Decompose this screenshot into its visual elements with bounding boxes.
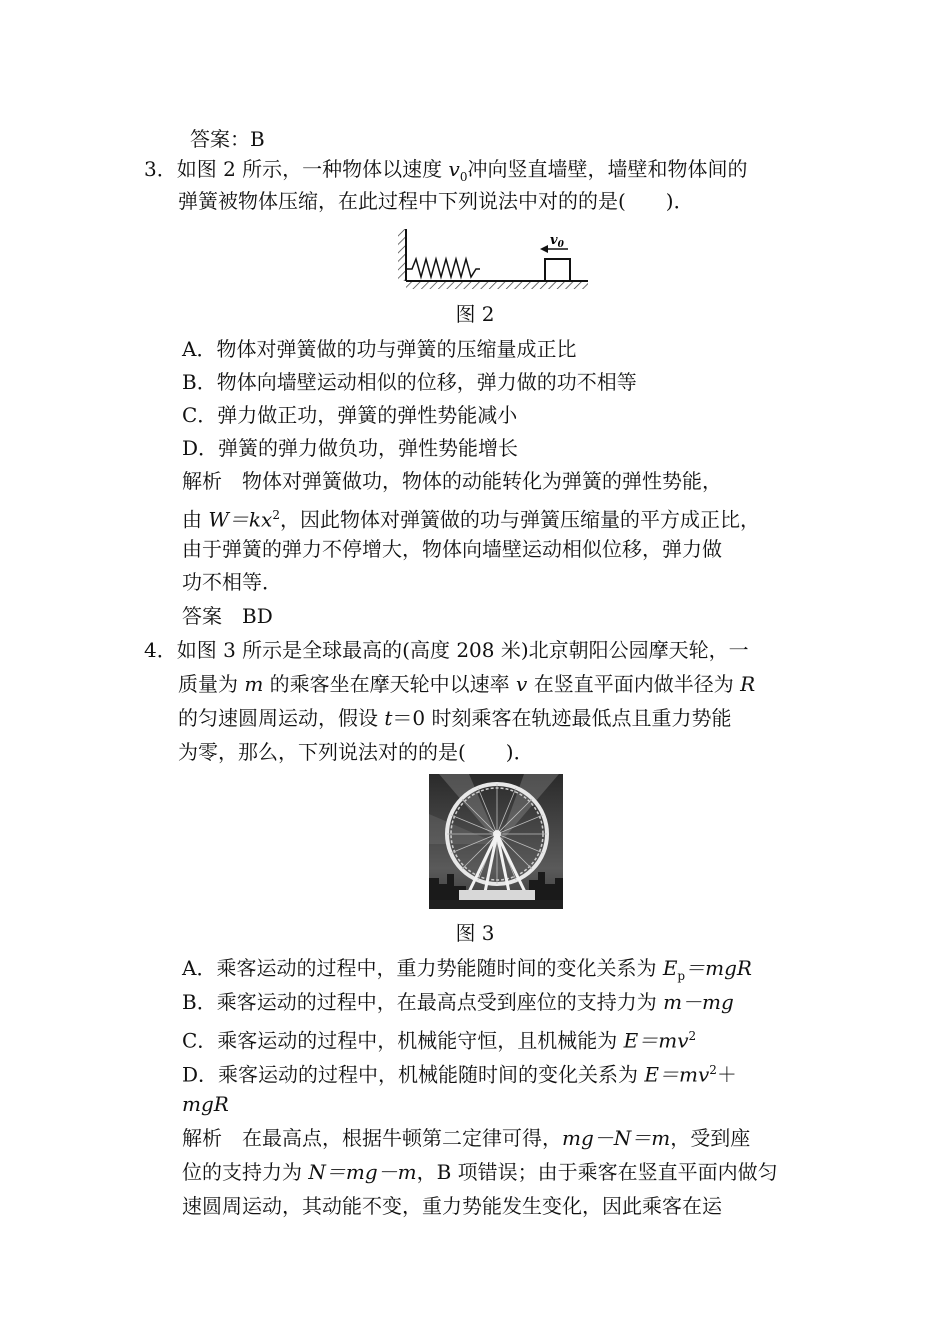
ground [429,900,563,909]
q4-option-c: C．乘客运动的过程中，机械能守恒，且机械能为 $E=mv^2$ [182,1028,697,1053]
q3-option-c: C．弹力做正功，弹簧的弹性势能减小 [182,403,518,427]
q4-stem-line1: 4．如图 3 所示是全球最高的(高度 208 米)北京朝阳公园摩天轮，一 [144,638,749,662]
q3-option-d: D．弹簧的弹力做负功，弹性势能增长 [182,436,519,460]
arrow-head [540,245,548,253]
q4-option-a: A．乘客运动的过程中，重力势能随时间的变化关系为 $E_p=mgR$ [182,956,752,983]
q4-stem-line4: 为零，那么，下列说法对的的是( )． [178,740,534,764]
figure-velocity-label: $v_0$ [550,233,564,250]
spring-wall-figure [398,227,590,291]
figure2-caption: 图 2 [455,302,495,326]
base-building [459,890,535,900]
q4-option-b: B．乘客运动的过程中，在最高点受到座位的支持力为 m－mg [182,990,734,1014]
q4-stem-line2: 质量为 m 的乘客坐在摩天轮中以速率 v 在竖直平面内做半径为 R [178,672,756,696]
q4-analysis-line2: 位的支持力为 N＝mg－m，B 项错误；由于乘客在竖直平面内做匀 [182,1160,778,1184]
q3-option-a: A．物体对弹簧做的功与弹簧的压缩量成正比 [182,337,577,361]
ferris-wheel-photo [429,774,563,909]
block [545,259,570,281]
q3-analysis-line3: 由于弹簧的弹力不停增大，物体向墙壁运动相似位移，弹力做 [182,537,722,561]
wall-hatch [398,229,406,281]
q4-option-d: D．乘客运动的过程中，机械能随时间的变化关系为 $E=mv^2+$ [182,1062,737,1087]
q3-answer: 答案 BD [182,604,273,628]
q3-analysis-line2: 由 $W=kx^2$，因此物体对弹簧做的功与弹簧压缩量的平方成正比， [182,507,760,532]
q4-number: 4． [144,638,177,662]
work-formula: W＝kx [208,507,273,532]
q2-answer: 答案：B [190,127,265,151]
q3-option-b: B．物体向墙壁运动相似的位移，弹力做的功不相等 [182,370,637,394]
q3-analysis-line4: 功不相等． [182,570,282,594]
v0-symbol: v [448,157,460,181]
q3-stem-line2: 弹簧被物体压缩，在此过程中下列说法中对的的是( )． [178,189,694,213]
figure3-caption: 图 3 [455,921,495,945]
floor-hatch [406,281,588,289]
q4-analysis-line3: 速圆周运动，其动能不变，重力势能发生变化，因此乘客在运 [182,1194,722,1218]
q4-option-d-line2: mgR [182,1092,229,1116]
q4-stem-line3: 的匀速圆周运动，假设 t＝0 时刻乘客在轨迹最低点且重力势能 [178,706,732,730]
q4-analysis-line1: 解析 在最高点，根据牛顿第二定律可得，mg－N＝m，受到座 [182,1126,751,1150]
q3-number: 3． [144,157,177,181]
q3-stem-line1: 3．如图 2 所示，一种物体以速度 $v_0$冲向竖直墙壁，墙壁和物体间的 [144,157,748,184]
q3-analysis-line1: 解析 物体对弹簧做功，物体的动能转化为弹簧的弹性势能， [182,469,722,493]
spring [406,259,480,277]
